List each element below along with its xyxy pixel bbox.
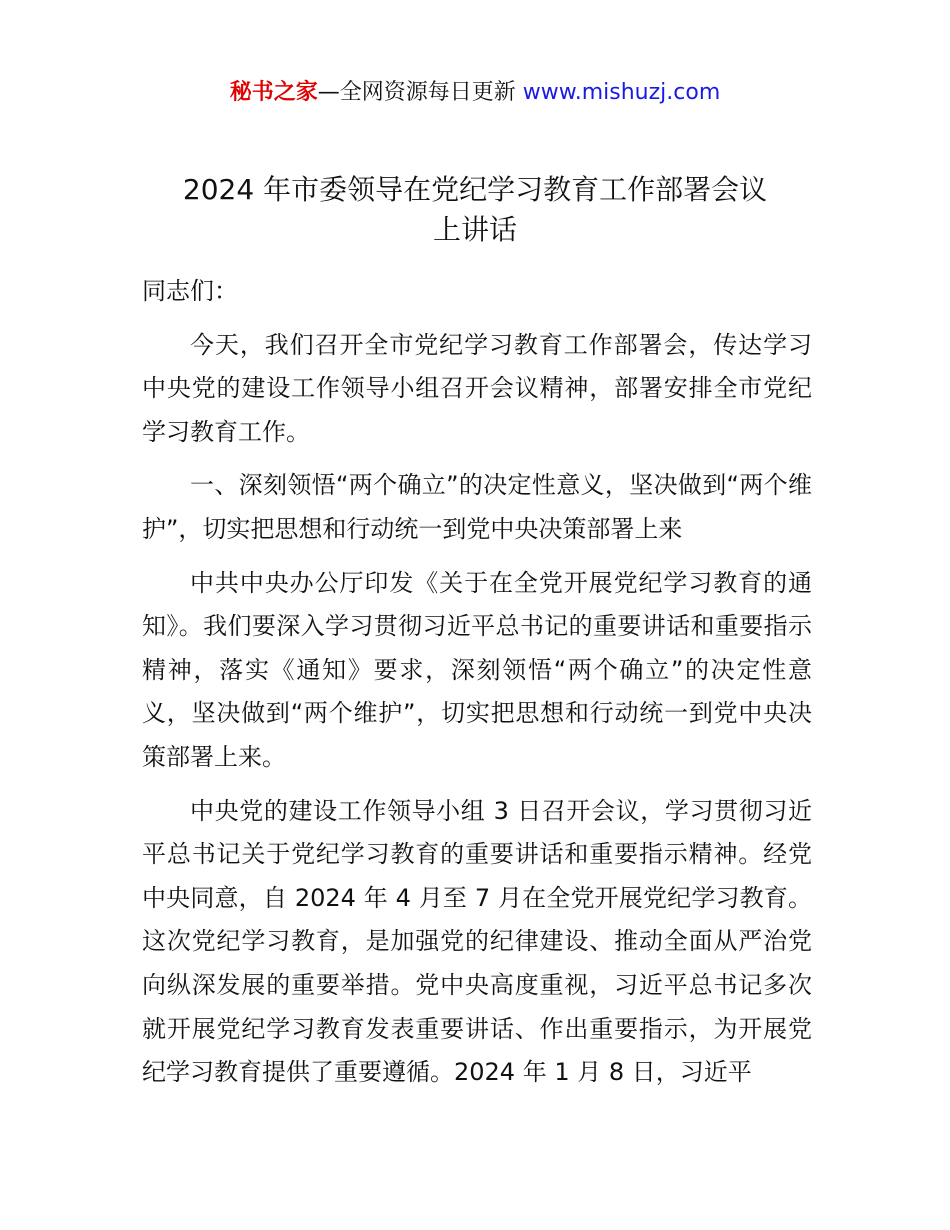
site-brand: 秘书之家: [229, 80, 318, 105]
paragraph-meeting: 中央党的建设工作领导小组 3 日召开会议，学习贯彻习近平总书记关于党纪学习教育的重要讲话和重要指示精神。经党中央同意，自 2024 年 4 月至 7 月在全党开展党纪学习教育。这次党纪学习教育，是加强党的纪律建设、推动全面从严治党向纵深发展的重要举措。党中央高度重视，习近平总书记多次就开展党纪学习教育发表重要讲话、作出重要指示，为开展党纪学习教育提供了重要遵循。2024 年 1 月 8 日，习近平: [142, 796, 812, 1087]
salutation: 同志们：: [142, 277, 238, 305]
document-title-line-1: 2024 年市委领导在党纪学习教育工作部署会议: [182, 173, 768, 206]
site-url-link[interactable]: www.mishuzj.com: [522, 80, 721, 105]
site-slogan: —全网资源每日更新: [317, 80, 523, 105]
section-heading-1: 一、深刻领悟“两个确立”的决定性意义，坚决做到“两个维护”，切实把思想和行动统一到党中央决策部署上来: [142, 471, 812, 543]
document-title-line-2: 上讲话: [432, 213, 517, 246]
document-title: [130, 170, 820, 250]
site-header: [0, 76, 950, 110]
document-body: [142, 270, 812, 1105]
paragraph-intro: 今天，我们召开全市党纪学习教育工作部署会，传达学习中央党的建设工作领导小组召开会议精神，部署安排全市党纪学习教育工作。: [142, 330, 812, 446]
paragraph-notice: 中共中央办公厅印发《关于在全党开展党纪学习教育的通知》。我们要深入学习贯彻习近平总书记的重要讲话和重要指示精神，落实《通知》要求，深刻领悟“两个确立”的决定性意义，坚决做到“两个维护”，切实把思想和行动统一到党中央决策部署上来。: [142, 568, 812, 771]
